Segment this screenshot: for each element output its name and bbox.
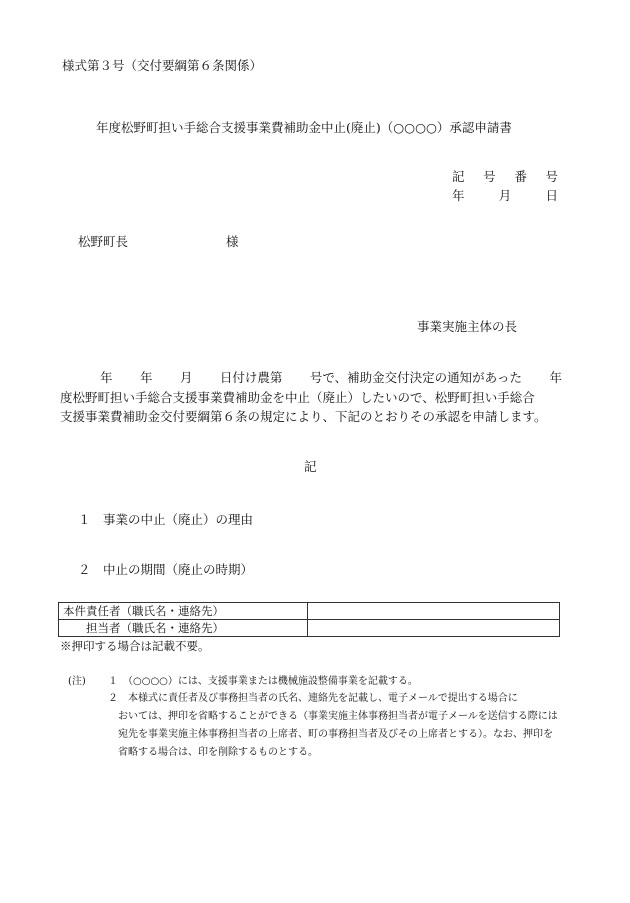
staff-label: 担当者（職氏名・連絡先）	[59, 620, 308, 637]
document-code-row	[452, 167, 558, 185]
note-2	[108, 690, 560, 762]
contact-table	[58, 602, 560, 637]
document-title: 年度松野町担い手総合支援事業費補助金中止(廃止)（○○○○）承認申請書	[96, 120, 512, 135]
code-char: 号	[545, 169, 558, 184]
note-1: １ （○○○○）には、支援事業または機械施設整備事業を記載する。	[108, 676, 418, 687]
note-2-continuation: おいては、押印を省略することができる（事業実施主体事務担当者が電子メールを送信する際には宛先を事業実施主体事務担当者の上席者、町の事務担当者及びその上席者とする）。なお、押印を省略する場合は、印を削除するものとする。	[118, 711, 558, 758]
responsible-label: 本件責任者（職氏名・連絡先）	[59, 603, 308, 620]
body-paragraph	[60, 368, 562, 427]
code-char: 番	[514, 169, 527, 184]
body-line-3: 支援事業費補助金交付要綱第６条の規定により、下記のとおりその承認を申請します。	[60, 409, 547, 424]
addressee-honorific: 様	[226, 234, 239, 249]
item-reason	[78, 510, 253, 528]
note-2-first-line: ２ 本様式に責任者及び事務担当者の氏名、連絡先を記載し、電子メールで提出する場合に	[108, 693, 518, 704]
body-fragment: 月	[179, 370, 193, 385]
date-row	[452, 186, 558, 204]
responsible-value[interactable]	[308, 603, 560, 620]
ki-heading: 記	[304, 459, 317, 474]
notes-label: (注)	[68, 676, 86, 687]
addressee-name: 松野町長	[78, 234, 129, 249]
code-char: 号	[483, 169, 496, 184]
table-row	[59, 620, 560, 637]
item-period	[78, 560, 253, 578]
stamp-note: ※押印する場合は記載不要。	[60, 639, 210, 653]
body-line-1	[60, 368, 562, 388]
item-text: 事業の中止（廃止）の理由	[103, 512, 254, 527]
item-number: ２	[78, 562, 91, 577]
code-char: 記	[452, 169, 465, 184]
body-fragment: 年	[549, 370, 562, 385]
date-month: 月	[498, 188, 512, 203]
form-label: 様式第３号（交付要綱第６条関係）	[62, 58, 263, 73]
table-row	[59, 603, 560, 620]
body-fragment: 年	[100, 370, 113, 385]
staff-value[interactable]	[308, 620, 560, 637]
item-text: 中止の期間（廃止の時期）	[103, 562, 254, 577]
body-fragment: 号で、補助金交付決定の通知があった	[309, 370, 523, 385]
body-fragment: 日付け農第	[219, 370, 283, 385]
applicant-title: 事業実施主体の長	[417, 319, 518, 334]
date-day: 日	[545, 188, 558, 203]
body-line-2: 度松野町担い手総合支援事業費補助金を中止（廃止）したいので、松野町担い手総合	[60, 389, 535, 405]
body-fragment: 年	[139, 370, 153, 385]
date-year: 年	[452, 188, 465, 203]
item-number: １	[78, 512, 91, 527]
